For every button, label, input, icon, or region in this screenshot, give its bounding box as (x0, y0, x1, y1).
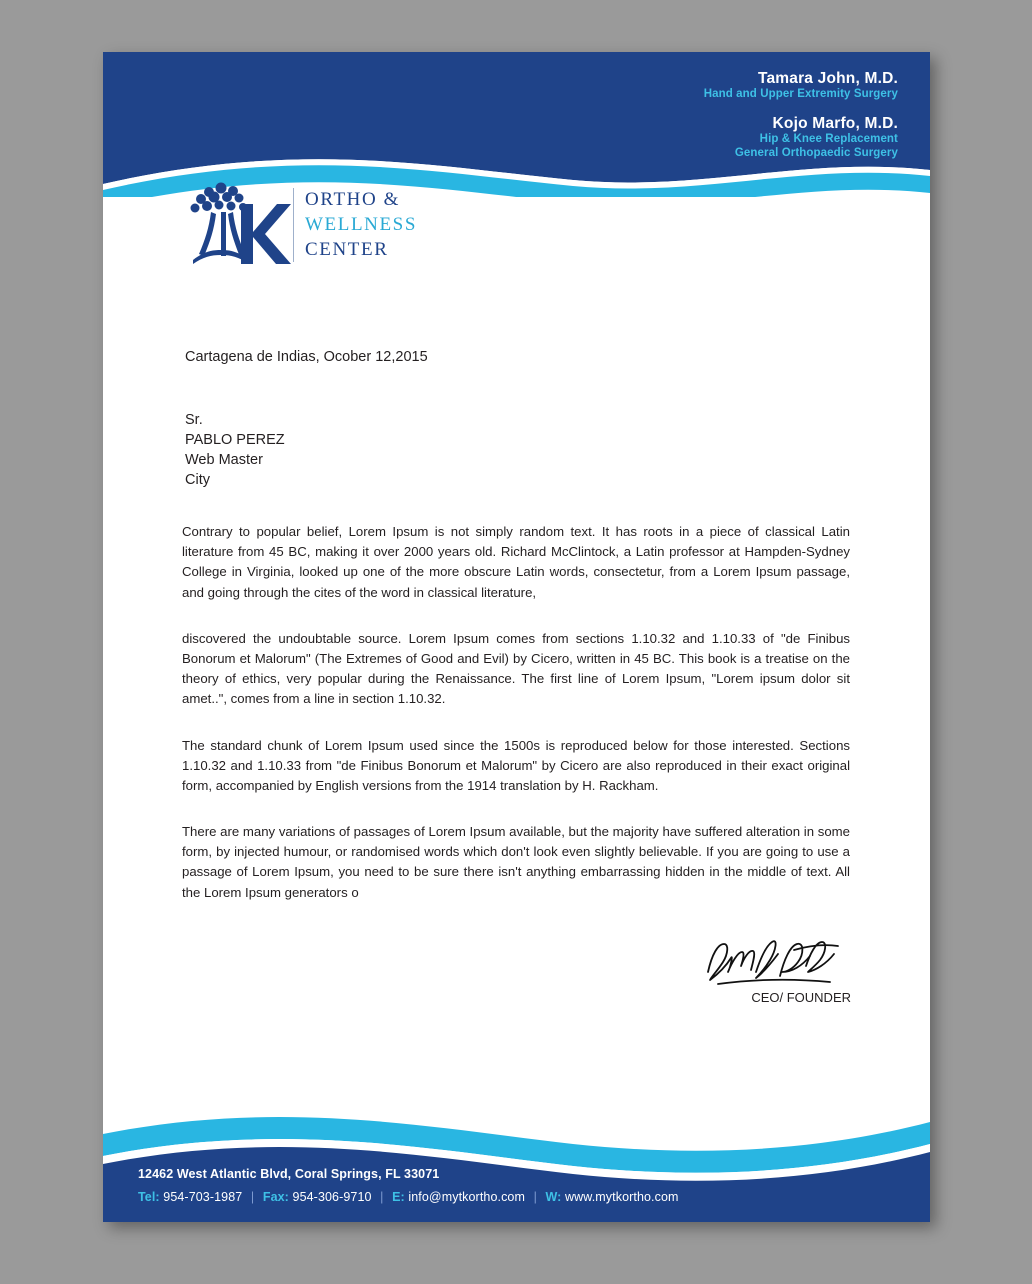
letter-paragraph: discovered the undoubtable source. Lorem Ipsum comes from sections 1.10.32 and 1.10.33 of "de Finibus Bonorum et Malorum" (The Extremes of Good and Evil) by Cicero, written in 45 BC. This book is a treatise on the theory of ethics, very popular during the Renaissance. The first line of Lorem Ipsum, "Lorem ipsum dolor sit amet..", comes from a line in section 1.10.32. (182, 630, 850, 707)
doctor-entry-1 (704, 70, 898, 102)
tree-monogram-icon (181, 180, 291, 272)
letter-paragraph: The standard chunk of Lorem Ipsum used since the 1500s is reproduced below for those interested. Sections 1.10.32 and 1.10.33 from "de Finibus Bonorum et Malorum" by Cicero are also reproduced in their exact original form, accompanied by English versions from the 1914 translation by H. Rackham. (182, 737, 850, 793)
footer-contacts (138, 1190, 679, 1204)
addressee-line-3: Web Master (185, 452, 263, 468)
fax-value: 954-306-9710 (292, 1190, 372, 1204)
phone-label: Tel: (138, 1190, 160, 1204)
doctor-name: Tamara John, M.D. (757, 70, 898, 87)
separator: | (250, 1190, 255, 1204)
company-logo (181, 180, 418, 275)
phone-value[interactable]: 954-703-1987 (163, 1190, 243, 1204)
addressee-line-4: City (185, 472, 210, 488)
footer-banner (103, 1092, 930, 1222)
logo-divider (293, 188, 294, 262)
letter-paragraph: There are many variations of passages of Lorem Ipsum available, but the majority have suffered alteration in some form, by injected humour, or randomised words which don't look even slightly believable. If you are going to use a passage of Lorem Ipsum, you need to be sure there isn't anything embarrassing hidden in the middle of text. All the Lorem Ipsum generators o (182, 824, 850, 900)
doctor-specialty: General Orthopaedic Surgery (734, 146, 898, 159)
website-value[interactable]: www.mytkortho.com (565, 1190, 679, 1204)
signature-block (693, 932, 853, 1005)
addressee-line-1: Sr. (185, 412, 203, 428)
website-label: W: (545, 1190, 562, 1204)
logo-line-3: CENTER (305, 239, 389, 261)
doctor-list (704, 70, 898, 160)
letter-addressee (185, 410, 285, 490)
letter-date: Cartagena de Indias, Ocober 12,2015 (185, 349, 428, 365)
separator: | (380, 1190, 384, 1204)
doctor-specialty: Hip & Knee Replacement (759, 133, 898, 146)
letter-paragraph: Contrary to popular belief, Lorem Ipsum is not simply random text. It has roots in a piece of classical Latin literature from 45 BC, making it over 2000 years old. Richard McClintock, a Latin professor at Hampden-Sydney College in Virginia, looked up one of the more obscure Latin words, consectetur, from a Lorem Ipsum passage, and going through the cites of the word in classical literature, (182, 524, 850, 600)
handwritten-signature-icon (698, 932, 848, 988)
footer-contact-info (138, 1167, 679, 1204)
letterhead-page (103, 52, 930, 1222)
doctor-name: Kojo Marfo, M.D. (772, 114, 898, 132)
footer-address: 12462 West Atlantic Blvd, Coral Springs, FL 33071 (138, 1167, 440, 1181)
doctor-specialty: Hand and Upper Extremity Surgery (703, 88, 898, 101)
signature-title: CEO/ FOUNDER (751, 990, 851, 1005)
letter-body (182, 522, 850, 903)
fax-label: Fax: (262, 1190, 289, 1204)
email-label: E: (392, 1190, 405, 1204)
logo-line-1: ORTHO & (305, 189, 401, 210)
header-banner (103, 52, 930, 197)
logo-line-2: WELLNESS (305, 214, 418, 236)
addressee-line-2: PABLO PEREZ (185, 432, 285, 448)
logo-wordmark (305, 187, 417, 262)
separator: | (533, 1190, 537, 1204)
doctor-entry-2 (704, 115, 898, 160)
email-value[interactable]: info@mytkortho.com (408, 1190, 525, 1204)
